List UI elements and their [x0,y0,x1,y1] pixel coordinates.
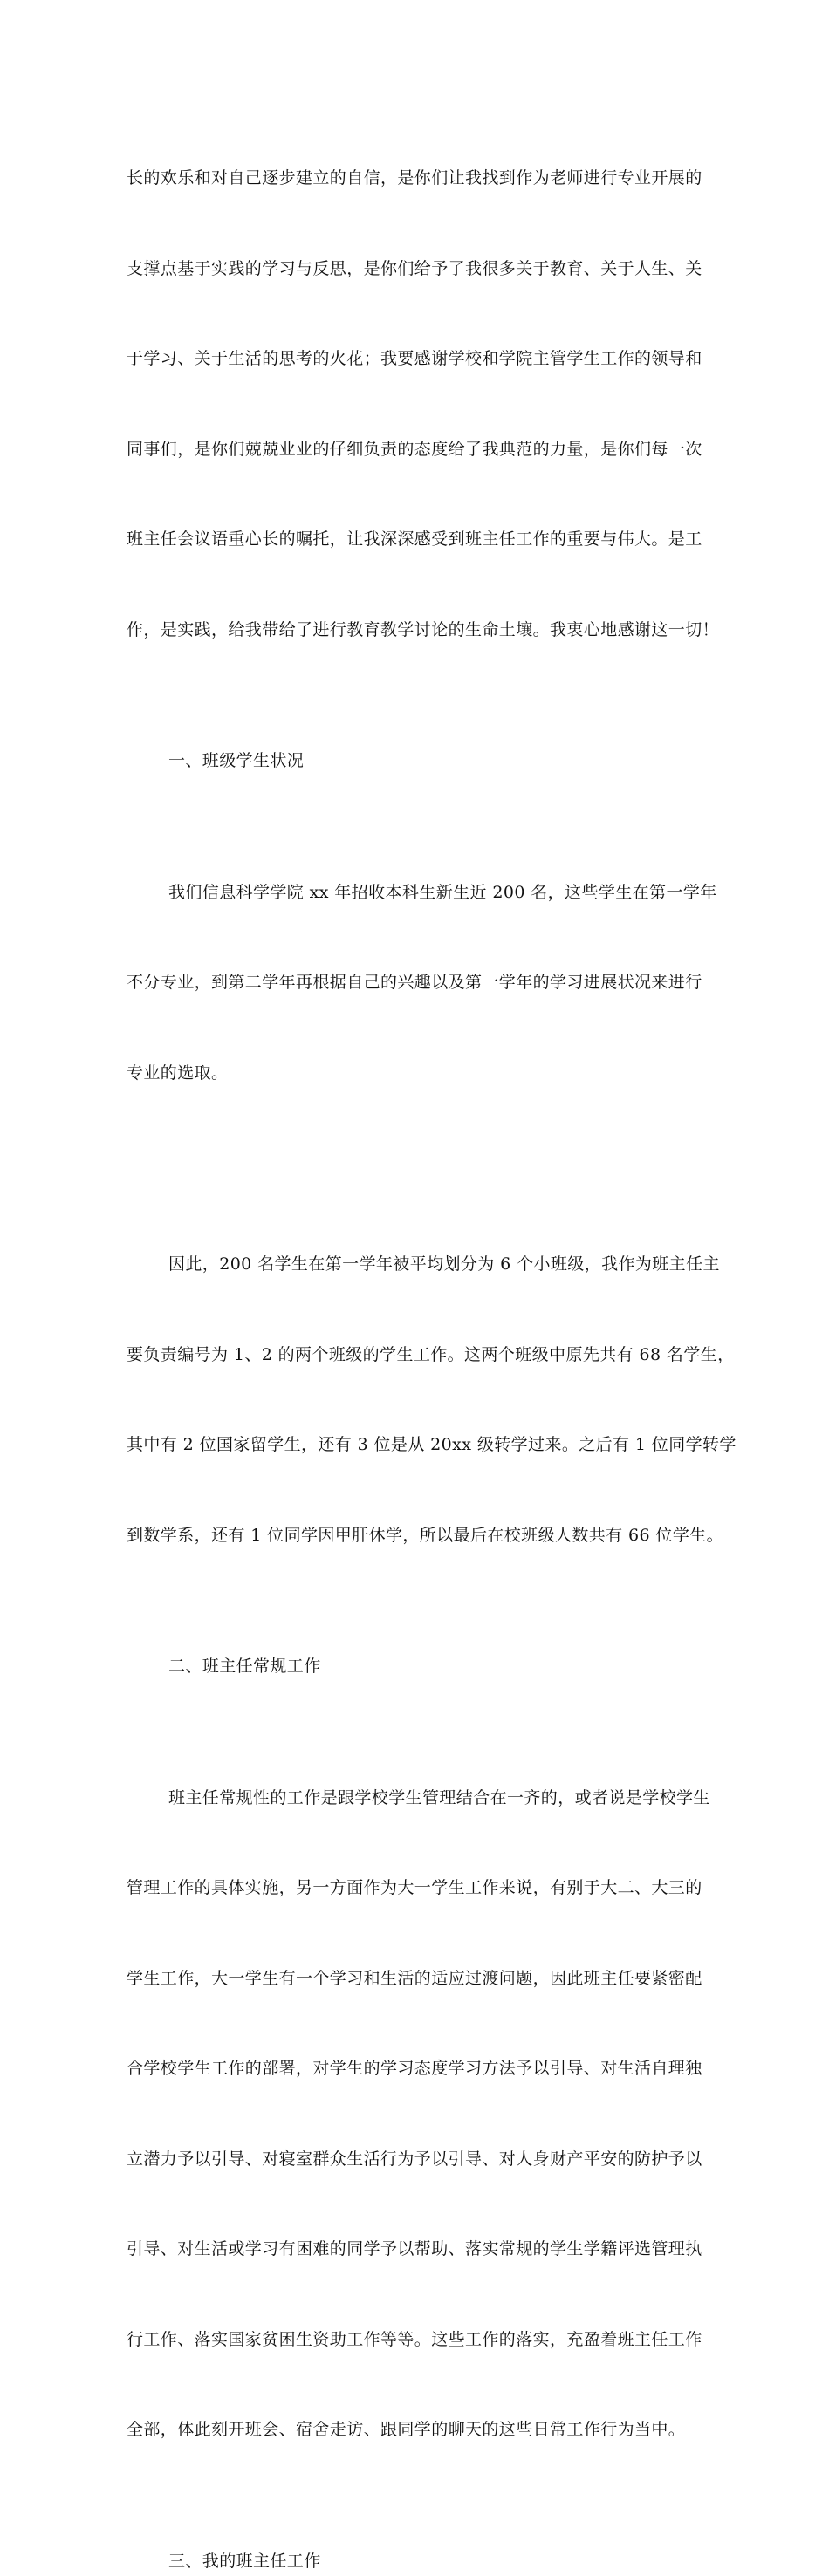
text-line: 我们信息科学学院 xx 年招收本科生新生近 200 名，这些学生在第一学年 [127,878,711,908]
text-line: 长的欢乐和对自己逐步建立的自信，是你们让我找到作为老师进行专业开展的 [127,163,711,194]
text-line: 因此，200 名学生在第一学年被平均划分为 6 个小班级，我作为班主任主 [127,1249,711,1280]
text-line: 管理工作的具体实施，另一方面作为大一学生工作来说，有别于大二、大三的 [127,1873,711,1903]
text-line: 支撑点基于实践的学习与反思，是你们给予了我很多关于教育、关于人生、关 [127,254,711,284]
section-1-paragraph-1 [127,817,711,1149]
intro-paragraph [127,103,711,705]
text-line: 要负责编号为 1、2 的两个班级的学生工作。这两个班级中原先共有 68 名学生， [127,1340,711,1370]
document-page [0,0,829,1172]
section-1-paragraph-2 [127,1189,711,1610]
text-line: 引导、对生活或学习有困难的同学予以帮助、落实常规的学生学籍评选管理执 [127,2234,711,2265]
text-line: 作，是实践，给我带给了进行教育教学讨论的生命土壤。我衷心地感谢这一切！ [127,615,711,646]
text-line: 行工作、落实国家贫困生资助工作等等。这些工作的落实，充盈着班主任工作 [127,2325,711,2355]
section-heading-2: 二、班主任常规工作 [127,1651,711,1682]
text-line: 班主任会议语重心长的嘱托，让我深深感受到班主任工作的重要与伟大。是工 [127,524,711,555]
text-line: 其中有 2 位国家留学生，还有 3 位是从 20xx 级转学过来。之后有 1 位同学转学 [127,1430,711,1460]
text-line: 学生工作，大一学生有一个学习和生活的适应过渡问题，因此班主任要紧密配 [127,1964,711,1994]
text-line: 于学习、关于生活的思考的火花；我要感谢学校和学院主管学生工作的领导和 [127,344,711,374]
text-line: 专业的选取。 [127,1058,711,1089]
section-2-paragraph-1 [127,1723,711,2505]
section-heading-3: 三、我的班主任工作 [127,2546,711,2576]
text-line: 到数学系，还有 1 位同学因甲肝休学，所以最后在校班级人数共有 66 位学生。 [127,1520,711,1551]
text-line: 不分专业，到第二学年再根据自己的兴趣以及第一学年的学习进展状况来进行 [127,967,711,998]
document-body [127,103,711,2576]
text-line: 同事们，是你们兢兢业业的仔细负责的态度给了我典范的力量，是你们每一次 [127,434,711,465]
text-line: 立潜力予以引导、对寝室群众生活行为予以引导、对人身财产平安的防护予以 [127,2144,711,2175]
text-line: 全部，体此刻开班会、宿舍走访、跟同学的聊天的这些日常工作行为当中。 [127,2415,711,2445]
text-line: 合学校学生工作的部署，对学生的学习态度学习方法予以引导、对生活自理独 [127,2053,711,2084]
text-line: 班主任常规性的工作是跟学校学生管理结合在一齐的，或者说是学校学生 [127,1783,711,1814]
section-heading-1: 一、班级学生状况 [127,746,711,776]
